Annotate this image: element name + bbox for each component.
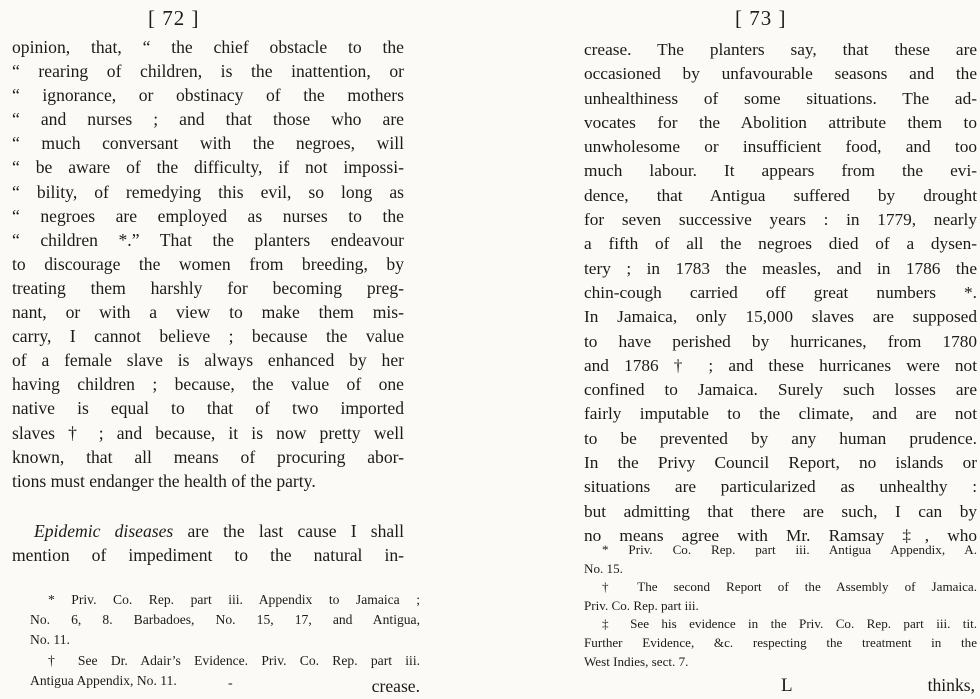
- text-line: tions must endanger the health of the party.: [12, 470, 316, 491]
- text-line: fairly imputable to the climate, and are not: [584, 404, 977, 424]
- text-line: treating them harshly for becoming preg-: [12, 277, 404, 298]
- text-line: confined to Jamaica. Surely such losses are: [584, 380, 977, 400]
- text-line: “ and nurses ; and that those who are: [12, 109, 404, 130]
- right-page: [575, 0, 977, 699]
- text-line: situations are particularized as unhealthy :: [584, 477, 977, 497]
- text-line: “ much conversant with the negroes, will: [12, 133, 404, 154]
- text-line: and 1786 † ; and these hurricanes were not: [584, 355, 977, 375]
- text-line: “ rearing of children, is the inattention, or: [12, 61, 404, 82]
- text-line: unhealthiness of some situations. The ad-: [584, 88, 977, 108]
- text-line: slaves † ; and because, it is now pretty well: [12, 422, 404, 443]
- text-line: to be prevented by any human prudence.: [584, 428, 977, 448]
- text-line: “ ignorance, or obstinacy of the mothers: [12, 85, 404, 106]
- text-line: mention of impediment to the natural in-: [12, 544, 404, 565]
- right-body-text: [584, 38, 977, 548]
- text-line: to have perished by hurricanes, from 1780: [584, 331, 977, 351]
- right-footnotes: [584, 541, 977, 671]
- catchword: thinks,: [927, 675, 975, 695]
- text-line: having children ; because, the value of one: [12, 374, 404, 395]
- footnote-line: No. 15.: [584, 560, 623, 576]
- text-line: of a female slave is always enhanced by her: [12, 350, 404, 371]
- text-line: chin-cough carried off great numbers *.: [584, 282, 977, 302]
- text-line: but admitting that there are such, I can by: [584, 501, 977, 521]
- text-line: “ bility, of remedying this evil, so long as: [12, 181, 404, 202]
- footnote-line: Priv. Co. Rep. part iii.: [584, 597, 699, 613]
- footnote-line: † The second Report of the Assembly of Jamaica.: [602, 579, 977, 595]
- footnote-line: * Priv. Co. Rep. part iii. Antigua Appendix, A.: [602, 542, 977, 557]
- page-number-right: [ 73 ]: [735, 6, 787, 30]
- left-body-text: [12, 35, 404, 567]
- page-number-left: [ 72 ]: [148, 6, 200, 30]
- text-line: unwholesome or insufficient food, and too: [584, 137, 977, 157]
- text-line: carry, I cannot believe ; because the value: [12, 326, 404, 347]
- footnote-line: * Priv. Co. Rep. part iii. Appendix to Jamaica ;: [48, 592, 420, 607]
- text-line: dence, that Antigua suffered by drought: [584, 185, 977, 205]
- footnote-line: † See Dr. Adair’s Evidence. Priv. Co. Rep. part iii.: [48, 652, 420, 668]
- dash-mark: -: [228, 676, 233, 691]
- text-line: opinion, that, “ the chief obstacle to the: [12, 37, 404, 57]
- text-line: tery ; in 1783 the measles, and in 1786 the: [584, 258, 977, 278]
- footnote-line: Further Evidence, &c. respecting the treatment in the: [584, 634, 977, 650]
- text-line: known, that all means of procuring abor-: [12, 446, 404, 467]
- left-page: [0, 0, 450, 699]
- text-line: vocates for the Abolition attribute them to: [584, 112, 977, 132]
- text-line: In Jamaica, only 15,000 slaves are supposed: [584, 307, 977, 327]
- text-line: native is equal to that of two imported: [12, 398, 404, 419]
- text-fragment: are the last cause I shall: [173, 520, 405, 541]
- text-line: “ children *.” That the planters endeavour: [12, 229, 404, 250]
- text-line: much labour. It appears from the evi-: [584, 161, 977, 181]
- text-line: nant, or with a view to make them mis-: [12, 302, 404, 323]
- footnote-line: West Indies, sect. 7.: [584, 653, 689, 669]
- text-line: a fifth of all the negroes died of a dysen-: [584, 234, 977, 254]
- text-line: In the Privy Council Report, no islands or: [584, 453, 977, 473]
- catchword: crease.: [371, 676, 420, 696]
- footnote-line: No. 11.: [30, 632, 70, 648]
- footnote-line: ‡ See his evidence in the Priv. Co. Rep. part iii. tit.: [602, 616, 977, 632]
- text-line: for seven successive years : in 1779, nearly: [584, 210, 977, 230]
- paragraph-epidemic-first-line: [12, 519, 404, 543]
- text-line: occasioned by unfavourable seasons and the: [584, 64, 977, 84]
- text-line: “ negroes are employed as nurses to the: [12, 205, 404, 226]
- text-line: to discourage the women from breeding, by: [12, 253, 404, 274]
- left-footnotes: [30, 590, 420, 691]
- footnote-line: Antigua Appendix, No. 11.: [30, 672, 177, 688]
- text-line: crease. The planters say, that these are: [584, 40, 977, 59]
- text-line: “ be aware of the difficulty, if not impossi-: [12, 157, 404, 178]
- footnote-line: No. 6, 8. Barbadoes, No. 15, 17, and Antigua,: [30, 612, 420, 628]
- signature-mark: L: [781, 675, 793, 696]
- italic-term: Epidemic diseases: [34, 520, 174, 541]
- text-line: no means agree with Mr. Ramsay ‡, who: [584, 525, 977, 545]
